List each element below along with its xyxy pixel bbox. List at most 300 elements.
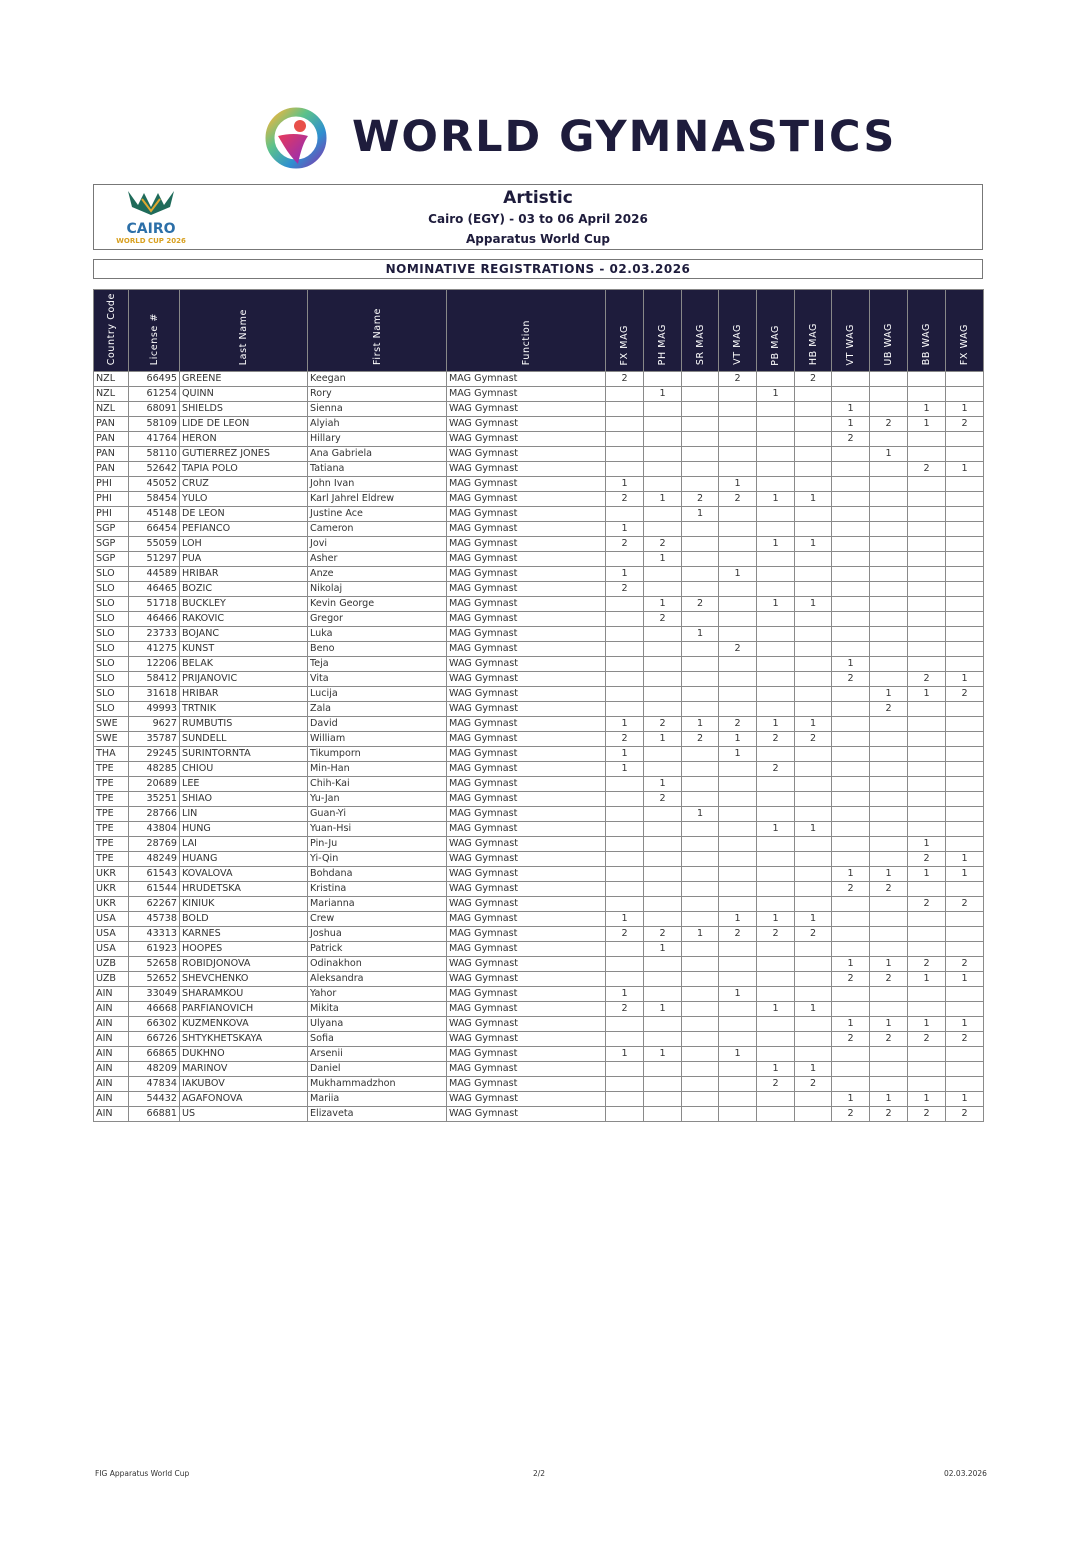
apparatus-score-cell xyxy=(606,507,644,522)
apparatus-score-cell xyxy=(606,657,644,672)
table-row xyxy=(94,387,984,402)
apparatus-score-cell xyxy=(870,822,908,837)
column-header xyxy=(832,290,870,372)
apparatus-score-cell xyxy=(644,627,682,642)
first-name-cell: Ulyana xyxy=(308,1017,447,1032)
apparatus-score-cell xyxy=(606,807,644,822)
apparatus-score-cell xyxy=(682,777,719,792)
apparatus-score-cell xyxy=(606,642,644,657)
apparatus-score-cell xyxy=(832,1062,870,1077)
table-row xyxy=(94,1107,984,1122)
first-name-cell: Alyiah xyxy=(308,417,447,432)
apparatus-score-cell xyxy=(644,417,682,432)
apparatus-score-cell xyxy=(870,627,908,642)
apparatus-score-cell xyxy=(795,387,832,402)
apparatus-score-cell xyxy=(832,582,870,597)
last-name-cell: PUA xyxy=(180,552,308,567)
first-name-cell: Gregor xyxy=(308,612,447,627)
country-code-cell: NZL xyxy=(94,402,129,417)
license-number-cell: 45052 xyxy=(129,477,180,492)
apparatus-score-cell xyxy=(682,762,719,777)
apparatus-score-cell xyxy=(719,777,757,792)
apparatus-score-cell xyxy=(908,552,946,567)
column-header-label: PH MAG xyxy=(657,323,668,366)
first-name-cell: Ana Gabriela xyxy=(308,447,447,462)
apparatus-score-cell xyxy=(946,747,984,762)
apparatus-score-cell xyxy=(682,477,719,492)
apparatus-score-cell: 1 xyxy=(757,387,795,402)
table-row xyxy=(94,1017,984,1032)
column-header xyxy=(795,290,832,372)
apparatus-score-cell xyxy=(795,837,832,852)
apparatus-score-cell xyxy=(946,702,984,717)
apparatus-score-cell xyxy=(795,612,832,627)
apparatus-score-cell: 1 xyxy=(832,1092,870,1107)
apparatus-score-cell xyxy=(795,942,832,957)
apparatus-score-cell xyxy=(757,582,795,597)
table-row xyxy=(94,522,984,537)
country-code-cell: PAN xyxy=(94,447,129,462)
apparatus-score-cell xyxy=(719,552,757,567)
first-name-cell: Mikita xyxy=(308,1002,447,1017)
apparatus-score-cell: 2 xyxy=(832,672,870,687)
apparatus-score-cell xyxy=(719,627,757,642)
license-number-cell: 46465 xyxy=(129,582,180,597)
apparatus-score-cell xyxy=(644,687,682,702)
apparatus-score-cell xyxy=(795,1092,832,1107)
apparatus-score-cell xyxy=(644,972,682,987)
apparatus-score-cell xyxy=(908,777,946,792)
apparatus-score-cell: 1 xyxy=(908,1092,946,1107)
apparatus-score-cell: 2 xyxy=(832,972,870,987)
last-name-cell: AGAFONOVA xyxy=(180,1092,308,1107)
apparatus-score-cell xyxy=(644,1062,682,1077)
apparatus-score-cell xyxy=(870,567,908,582)
first-name-cell: Mukhammadzhon xyxy=(308,1077,447,1092)
last-name-cell: BUCKLEY xyxy=(180,597,308,612)
license-number-cell: 41764 xyxy=(129,432,180,447)
apparatus-score-cell xyxy=(908,387,946,402)
first-name-cell: Anze xyxy=(308,567,447,582)
apparatus-score-cell xyxy=(908,522,946,537)
apparatus-score-cell xyxy=(682,387,719,402)
apparatus-score-cell xyxy=(908,657,946,672)
apparatus-score-cell xyxy=(908,567,946,582)
last-name-cell: CRUZ xyxy=(180,477,308,492)
table-row xyxy=(94,687,984,702)
license-number-cell: 45148 xyxy=(129,507,180,522)
apparatus-score-cell xyxy=(644,747,682,762)
apparatus-score-cell xyxy=(719,1032,757,1047)
apparatus-score-cell: 2 xyxy=(606,732,644,747)
table-row xyxy=(94,612,984,627)
first-name-cell: Kristina xyxy=(308,882,447,897)
apparatus-score-cell xyxy=(682,612,719,627)
apparatus-score-cell xyxy=(908,792,946,807)
apparatus-score-cell: 1 xyxy=(870,447,908,462)
apparatus-score-cell: 1 xyxy=(644,492,682,507)
country-code-cell: PAN xyxy=(94,417,129,432)
apparatus-score-cell xyxy=(606,942,644,957)
apparatus-score-cell: 2 xyxy=(719,492,757,507)
apparatus-score-cell xyxy=(644,522,682,537)
apparatus-score-cell xyxy=(757,1047,795,1062)
last-name-cell: YULO xyxy=(180,492,308,507)
apparatus-score-cell: 1 xyxy=(757,537,795,552)
apparatus-score-cell xyxy=(908,627,946,642)
function-cell: MAG Gymnast xyxy=(447,792,606,807)
apparatus-score-cell xyxy=(795,687,832,702)
license-number-cell: 48209 xyxy=(129,1062,180,1077)
discipline-title: Artistic xyxy=(503,188,573,208)
last-name-cell: SUNDELL xyxy=(180,732,308,747)
apparatus-score-cell xyxy=(682,852,719,867)
apparatus-score-cell xyxy=(795,657,832,672)
apparatus-score-cell xyxy=(719,897,757,912)
apparatus-score-cell xyxy=(719,1107,757,1122)
first-name-cell: Joshua xyxy=(308,927,447,942)
apparatus-score-cell xyxy=(644,702,682,717)
apparatus-score-cell xyxy=(682,1017,719,1032)
apparatus-score-cell xyxy=(870,852,908,867)
apparatus-score-cell: 2 xyxy=(682,492,719,507)
country-code-cell: AIN xyxy=(94,1077,129,1092)
last-name-cell: BOZIC xyxy=(180,582,308,597)
apparatus-score-cell xyxy=(908,1062,946,1077)
apparatus-score-cell xyxy=(832,702,870,717)
apparatus-score-cell xyxy=(682,1032,719,1047)
country-code-cell: PHI xyxy=(94,507,129,522)
table-row xyxy=(94,627,984,642)
license-number-cell: 58110 xyxy=(129,447,180,462)
country-code-cell: SGP xyxy=(94,552,129,567)
apparatus-score-cell xyxy=(719,822,757,837)
last-name-cell: IAKUBOV xyxy=(180,1077,308,1092)
table-header-row xyxy=(94,290,984,372)
license-number-cell: 41275 xyxy=(129,642,180,657)
column-header-label: SR MAG xyxy=(694,324,706,366)
apparatus-score-cell xyxy=(870,777,908,792)
last-name-cell: RUMBUTIS xyxy=(180,717,308,732)
apparatus-score-cell xyxy=(946,477,984,492)
function-cell: MAG Gymnast xyxy=(447,987,606,1002)
apparatus-score-cell xyxy=(719,957,757,972)
apparatus-score-cell xyxy=(719,762,757,777)
apparatus-score-cell xyxy=(644,567,682,582)
table-row xyxy=(94,867,984,882)
apparatus-score-cell xyxy=(946,387,984,402)
function-cell: WAG Gymnast xyxy=(447,402,606,417)
apparatus-score-cell: 1 xyxy=(644,387,682,402)
apparatus-score-cell: 1 xyxy=(870,957,908,972)
first-name-cell: Sofia xyxy=(308,1032,447,1047)
apparatus-score-cell xyxy=(946,552,984,567)
apparatus-score-cell xyxy=(719,447,757,462)
apparatus-score-cell xyxy=(682,417,719,432)
footer-date: 02.03.2026 xyxy=(944,1469,987,1478)
function-cell: WAG Gymnast xyxy=(447,702,606,717)
function-cell: MAG Gymnast xyxy=(447,717,606,732)
apparatus-score-cell xyxy=(757,882,795,897)
apparatus-score-cell xyxy=(795,792,832,807)
license-number-cell: 61543 xyxy=(129,867,180,882)
apparatus-score-cell xyxy=(946,942,984,957)
apparatus-score-cell: 2 xyxy=(795,732,832,747)
apparatus-score-cell xyxy=(682,867,719,882)
apparatus-score-cell xyxy=(870,1002,908,1017)
apparatus-score-cell xyxy=(832,1047,870,1062)
function-cell: MAG Gymnast xyxy=(447,492,606,507)
last-name-cell: KUNST xyxy=(180,642,308,657)
apparatus-score-cell xyxy=(719,537,757,552)
first-name-cell: David xyxy=(308,717,447,732)
apparatus-score-cell: 1 xyxy=(644,1047,682,1062)
apparatus-score-cell: 2 xyxy=(682,732,719,747)
apparatus-score-cell xyxy=(757,657,795,672)
table-row xyxy=(94,912,984,927)
apparatus-score-cell xyxy=(606,822,644,837)
apparatus-score-cell xyxy=(832,747,870,762)
country-code-cell: AIN xyxy=(94,1062,129,1077)
apparatus-score-cell xyxy=(795,672,832,687)
license-number-cell: 66881 xyxy=(129,1107,180,1122)
apparatus-score-cell xyxy=(682,882,719,897)
apparatus-score-cell: 2 xyxy=(946,417,984,432)
apparatus-score-cell xyxy=(795,642,832,657)
country-code-cell: TPE xyxy=(94,807,129,822)
apparatus-score-cell xyxy=(795,627,832,642)
apparatus-score-cell: 1 xyxy=(946,852,984,867)
country-code-cell: TPE xyxy=(94,852,129,867)
country-code-cell: SLO xyxy=(94,597,129,612)
apparatus-score-cell xyxy=(682,447,719,462)
apparatus-score-cell: 1 xyxy=(832,867,870,882)
country-code-cell: UKR xyxy=(94,897,129,912)
apparatus-score-cell xyxy=(946,597,984,612)
apparatus-score-cell xyxy=(946,657,984,672)
apparatus-score-cell xyxy=(719,1077,757,1092)
apparatus-score-cell xyxy=(719,1092,757,1107)
apparatus-score-cell: 2 xyxy=(644,717,682,732)
apparatus-score-cell: 2 xyxy=(946,1032,984,1047)
last-name-cell: SHEVCHENKO xyxy=(180,972,308,987)
apparatus-score-cell: 1 xyxy=(682,627,719,642)
apparatus-score-cell: 1 xyxy=(795,597,832,612)
apparatus-score-cell xyxy=(644,672,682,687)
country-code-cell: SLO xyxy=(94,672,129,687)
license-number-cell: 66726 xyxy=(129,1032,180,1047)
last-name-cell: KINIUK xyxy=(180,897,308,912)
apparatus-score-cell xyxy=(606,897,644,912)
apparatus-score-cell xyxy=(832,837,870,852)
apparatus-score-cell xyxy=(606,792,644,807)
apparatus-score-cell: 1 xyxy=(946,867,984,882)
table-row xyxy=(94,792,984,807)
apparatus-score-cell xyxy=(870,792,908,807)
apparatus-score-cell xyxy=(606,687,644,702)
apparatus-score-cell xyxy=(682,957,719,972)
apparatus-score-cell xyxy=(946,762,984,777)
apparatus-score-cell xyxy=(682,372,719,387)
function-cell: MAG Gymnast xyxy=(447,582,606,597)
first-name-cell: Keegan xyxy=(308,372,447,387)
apparatus-score-cell xyxy=(870,942,908,957)
apparatus-score-cell xyxy=(946,627,984,642)
function-cell: MAG Gymnast xyxy=(447,912,606,927)
apparatus-score-cell xyxy=(870,657,908,672)
apparatus-score-cell: 1 xyxy=(908,402,946,417)
last-name-cell: MARINOV xyxy=(180,1062,308,1077)
apparatus-score-cell xyxy=(946,447,984,462)
apparatus-score-cell: 1 xyxy=(946,462,984,477)
apparatus-score-cell xyxy=(795,702,832,717)
apparatus-score-cell xyxy=(795,1047,832,1062)
apparatus-score-cell xyxy=(606,627,644,642)
apparatus-score-cell: 1 xyxy=(606,522,644,537)
apparatus-score-cell xyxy=(757,522,795,537)
column-header-label: FX WAG xyxy=(959,324,970,366)
apparatus-score-cell xyxy=(757,987,795,1002)
first-name-cell: John Ivan xyxy=(308,477,447,492)
event-location-dates: Cairo (EGY) - 03 to 06 April 2026 xyxy=(428,212,648,226)
table-row xyxy=(94,927,984,942)
apparatus-score-cell: 2 xyxy=(946,897,984,912)
apparatus-score-cell: 1 xyxy=(946,1092,984,1107)
country-code-cell: SLO xyxy=(94,582,129,597)
apparatus-score-cell xyxy=(644,807,682,822)
apparatus-score-cell xyxy=(870,522,908,537)
apparatus-score-cell xyxy=(719,1017,757,1032)
apparatus-score-cell: 2 xyxy=(644,537,682,552)
apparatus-score-cell: 1 xyxy=(719,912,757,927)
apparatus-score-cell xyxy=(757,612,795,627)
apparatus-score-cell: 2 xyxy=(682,597,719,612)
event-header xyxy=(93,184,983,250)
first-name-cell: Guan-Yi xyxy=(308,807,447,822)
apparatus-score-cell: 2 xyxy=(795,927,832,942)
apparatus-score-cell: 1 xyxy=(757,1062,795,1077)
apparatus-score-cell xyxy=(832,1077,870,1092)
last-name-cell: SURINTORNTA xyxy=(180,747,308,762)
apparatus-score-cell xyxy=(870,1047,908,1062)
apparatus-score-cell xyxy=(946,717,984,732)
apparatus-score-cell xyxy=(644,642,682,657)
last-name-cell: HOOPES xyxy=(180,942,308,957)
country-code-cell: SLO xyxy=(94,567,129,582)
registrations-table xyxy=(93,289,984,1122)
apparatus-score-cell xyxy=(795,867,832,882)
apparatus-score-cell xyxy=(946,432,984,447)
first-name-cell: Cameron xyxy=(308,522,447,537)
apparatus-score-cell: 1 xyxy=(832,957,870,972)
column-header xyxy=(946,290,984,372)
apparatus-score-cell xyxy=(644,507,682,522)
apparatus-score-cell: 1 xyxy=(719,732,757,747)
table-row xyxy=(94,732,984,747)
apparatus-score-cell xyxy=(757,567,795,582)
table-row xyxy=(94,762,984,777)
apparatus-score-cell xyxy=(757,777,795,792)
first-name-cell: Min-Han xyxy=(308,762,447,777)
function-cell: MAG Gymnast xyxy=(447,732,606,747)
first-name-cell: Daniel xyxy=(308,1062,447,1077)
apparatus-score-cell xyxy=(682,567,719,582)
last-name-cell: QUINN xyxy=(180,387,308,402)
apparatus-score-cell xyxy=(644,477,682,492)
apparatus-score-cell: 1 xyxy=(870,867,908,882)
license-number-cell: 35251 xyxy=(129,792,180,807)
license-number-cell: 52642 xyxy=(129,462,180,477)
last-name-cell: HERON xyxy=(180,432,308,447)
last-name-cell: DE LEON xyxy=(180,507,308,522)
apparatus-score-cell xyxy=(795,402,832,417)
apparatus-score-cell xyxy=(832,372,870,387)
apparatus-score-cell xyxy=(682,432,719,447)
apparatus-score-cell xyxy=(682,1077,719,1092)
apparatus-score-cell xyxy=(606,1062,644,1077)
license-number-cell: 28766 xyxy=(129,807,180,822)
svg-text:CAIRO: CAIRO xyxy=(126,221,176,237)
license-number-cell: 45738 xyxy=(129,912,180,927)
apparatus-score-cell xyxy=(757,747,795,762)
apparatus-score-cell xyxy=(870,762,908,777)
apparatus-score-cell: 2 xyxy=(719,927,757,942)
apparatus-score-cell xyxy=(682,522,719,537)
apparatus-score-cell xyxy=(832,597,870,612)
apparatus-score-cell: 1 xyxy=(757,492,795,507)
country-code-cell: AIN xyxy=(94,1092,129,1107)
apparatus-score-cell xyxy=(682,537,719,552)
first-name-cell: Hillary xyxy=(308,432,447,447)
apparatus-score-cell xyxy=(644,852,682,867)
column-header xyxy=(682,290,719,372)
table-row xyxy=(94,432,984,447)
table-row xyxy=(94,837,984,852)
function-cell: MAG Gymnast xyxy=(447,477,606,492)
table-row xyxy=(94,417,984,432)
column-header xyxy=(606,290,644,372)
table-row xyxy=(94,702,984,717)
country-code-cell: SWE xyxy=(94,732,129,747)
apparatus-score-cell xyxy=(682,702,719,717)
table-row xyxy=(94,777,984,792)
function-cell: MAG Gymnast xyxy=(447,387,606,402)
apparatus-score-cell xyxy=(832,1002,870,1017)
function-cell: WAG Gymnast xyxy=(447,462,606,477)
apparatus-score-cell xyxy=(644,987,682,1002)
apparatus-score-cell xyxy=(870,642,908,657)
apparatus-score-cell xyxy=(946,372,984,387)
apparatus-score-cell: 1 xyxy=(644,942,682,957)
function-cell: WAG Gymnast xyxy=(447,687,606,702)
apparatus-score-cell xyxy=(757,792,795,807)
apparatus-score-cell: 2 xyxy=(870,702,908,717)
first-name-cell: Karl Jahrel Eldrew xyxy=(308,492,447,507)
last-name-cell: BOLD xyxy=(180,912,308,927)
apparatus-score-cell xyxy=(757,1107,795,1122)
apparatus-score-cell xyxy=(719,672,757,687)
apparatus-score-cell: 2 xyxy=(757,732,795,747)
apparatus-score-cell: 1 xyxy=(870,1017,908,1032)
apparatus-score-cell xyxy=(832,387,870,402)
apparatus-score-cell xyxy=(719,687,757,702)
table-row xyxy=(94,447,984,462)
license-number-cell: 61254 xyxy=(129,387,180,402)
country-code-cell: USA xyxy=(94,942,129,957)
apparatus-score-cell xyxy=(757,552,795,567)
apparatus-score-cell xyxy=(644,1092,682,1107)
table-row xyxy=(94,552,984,567)
